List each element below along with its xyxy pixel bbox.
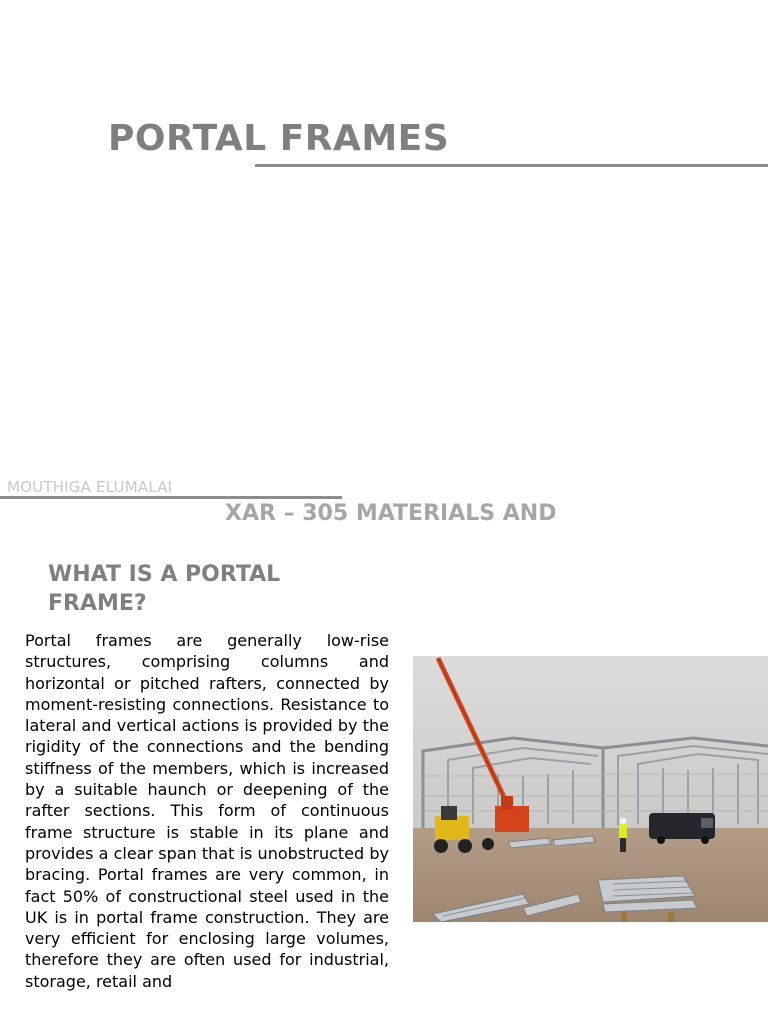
section-heading: WHAT IS A PORTAL FRAME? [48, 562, 281, 616]
course-title: XAR – 305 MATERIALS AND [225, 501, 557, 526]
portal-frame-construction-photo [413, 656, 768, 922]
author-divider [0, 496, 342, 499]
title-divider [255, 164, 768, 167]
section-body-text: Portal frames are generally low-rise structures, comprising columns and horizontal or pitched rafters, connected by moment-resisting connections. Resistance to lateral and vertical actions is provided by the rigidity of the connections and the bending stiffness of the members, which is increased by a suitable haunch or deepening of the rafter sections. This form of continuous frame structure is stable in its plane and provides a clear span that is unobstructed by bracing. Portal frames are very common, in fact 50% of constructional steel used in the UK is in portal frame construction. They are very efficient for enclosing large volumes, therefore they are often used for industrial, storage, retail and [25, 631, 389, 991]
slide-title: PORTAL FRAMES [108, 118, 450, 159]
author-name: MOUTHIGA ELUMALAI [7, 478, 173, 496]
